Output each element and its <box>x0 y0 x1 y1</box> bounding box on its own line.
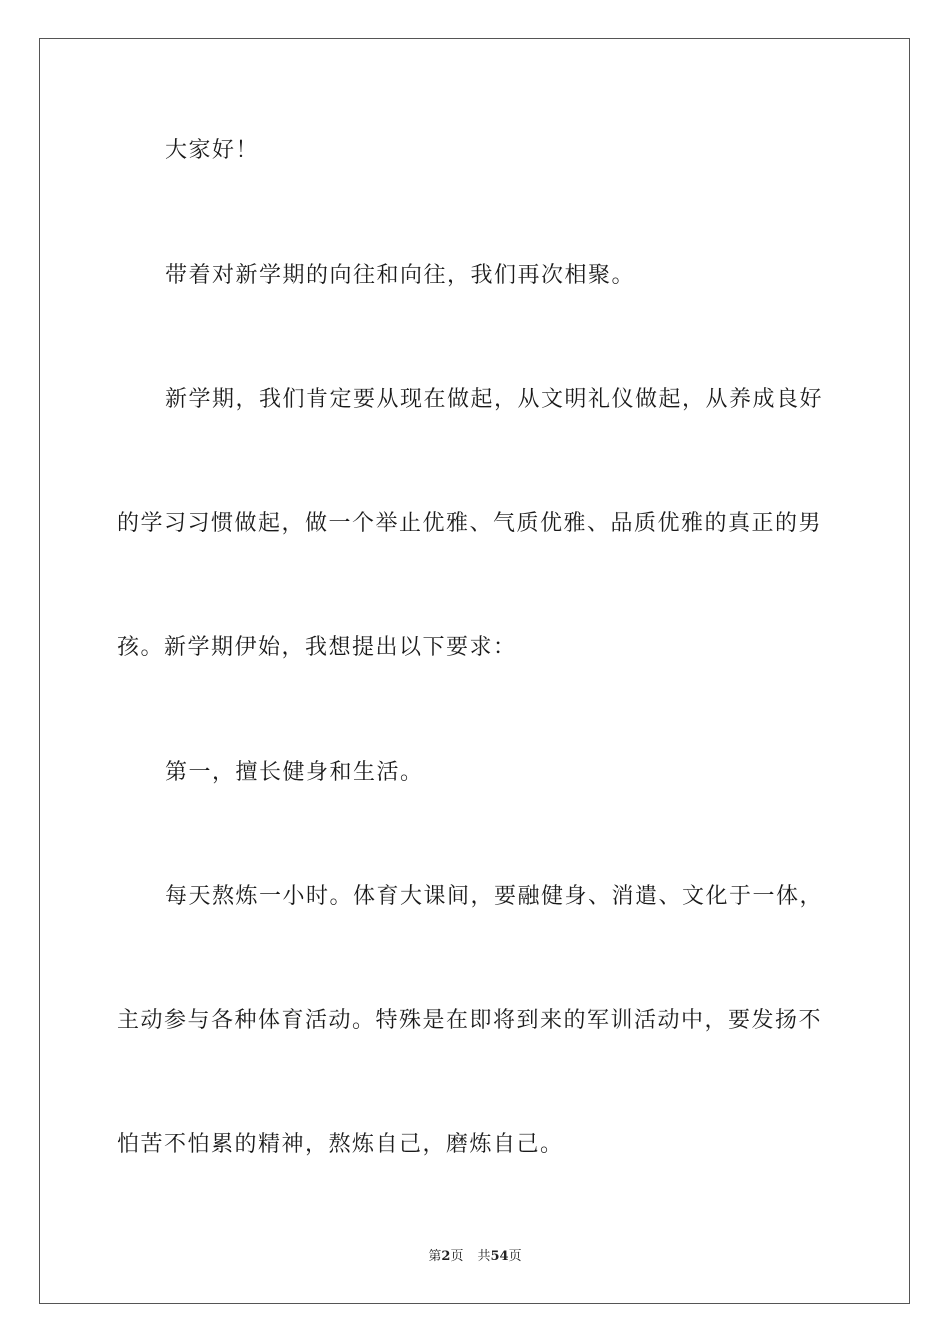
page-prefix: 第 <box>428 1249 442 1264</box>
paragraph-line: 的学习习惯做起，做一个举止优雅、气质优雅、品质优雅的真正的男 <box>117 511 823 536</box>
page-frame <box>39 38 910 1304</box>
page-footer <box>0 1248 950 1266</box>
paragraph-line: 第一，擅长健身和生活。 <box>165 760 424 785</box>
total-page-count: 54 <box>490 1249 509 1264</box>
paragraph-line: 主动参与各种体育活动。特殊是在即将到来的军训活动中，要发扬不 <box>117 1008 823 1033</box>
page-suffix: 页 <box>450 1249 464 1264</box>
greeting-line: 大家好！ <box>165 138 260 163</box>
total-suffix: 页 <box>508 1249 522 1264</box>
paragraph-line: 怕苦不怕累的精神，熬炼自己，磨炼自己。 <box>117 1132 564 1157</box>
total-prefix: 共 <box>477 1249 491 1264</box>
paragraph-line: 带着对新学期的向往和向往，我们再次相聚。 <box>165 263 636 288</box>
paragraph-line: 每天熬炼一小时。体育大课间，要融健身、消遣、文化于一体， <box>165 884 824 909</box>
paragraph-line: 新学期，我们肯定要从现在做起，从文明礼仪做起，从养成良好 <box>165 387 824 412</box>
paragraph-line: 孩。新学期伊始，我想提出以下要求： <box>117 635 517 660</box>
current-page-number: 2 <box>441 1249 451 1264</box>
